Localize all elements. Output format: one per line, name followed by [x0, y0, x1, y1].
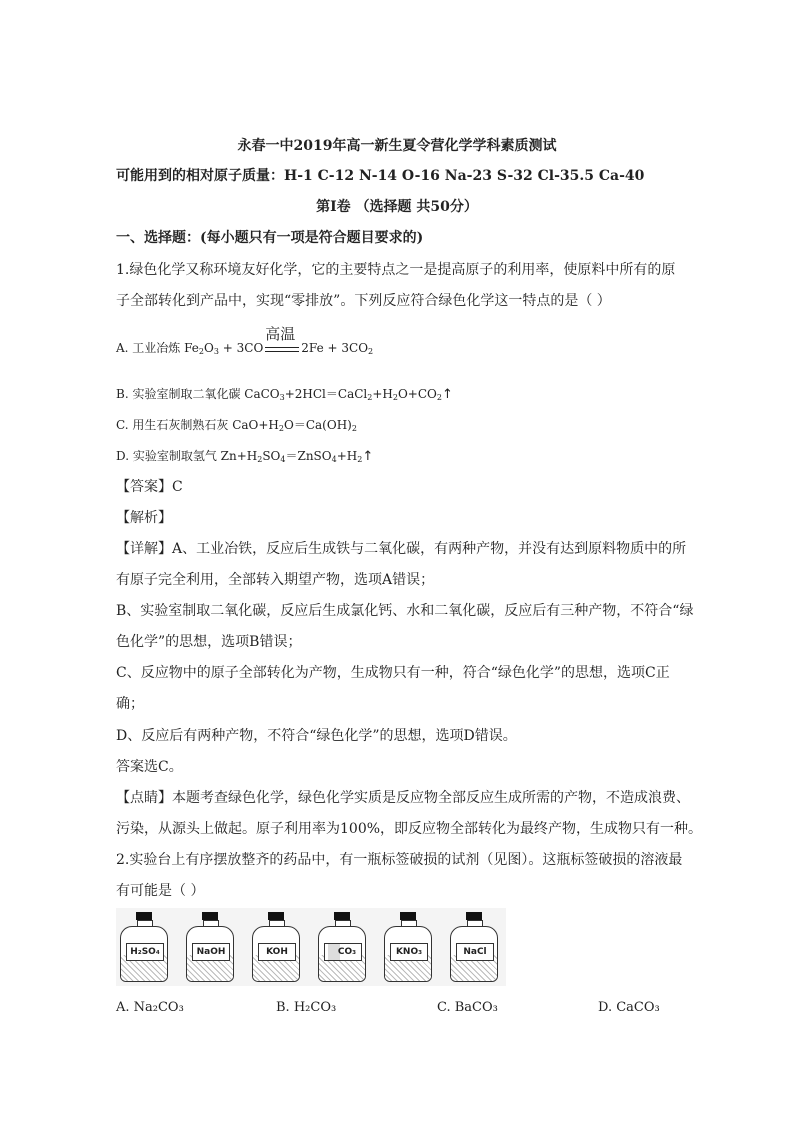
- reaction-condition: [263, 325, 301, 358]
- q2-stem-line1: 2.实验台上有序摆放整齐的药品中，有一瓶标签破损的试剂（见图）。这瓶标签破损的溶液最: [116, 852, 683, 868]
- section-title: 第Ⅰ卷 （选择题 共50分）: [316, 199, 478, 215]
- q2-option-b: B. H₂CO₃: [276, 1000, 337, 1015]
- q1-option-d-label: D. 实验室制取氢气: [116, 449, 221, 463]
- atomic-masses: 可能用到的相对原子质量：H-1 C-12 N-14 O-16 Na-23 S-32 Cl-35.5 Ca-40: [116, 168, 645, 184]
- q1-option-b: B. 实验室制取二氧化碳 $CaCO_3+2HCl=CaCl_2+H_2O+CO_2↑$: [116, 387, 453, 402]
- q1-tip-line2: 污染，从源头上做起。原子利用率为100%，即反应物全部转化为最终产物，生成物只有一种。: [116, 821, 703, 837]
- q1-detail-a2: 有原子完全利用，全部转入期望产物，选项A错误；: [116, 572, 435, 588]
- q1-option-b-label: B. 实验室制取二氧化碳: [116, 387, 245, 401]
- q1-option-c-label: C. 用生石灰制熟石灰: [116, 418, 233, 432]
- bottle-icon: [448, 912, 500, 984]
- q2-option-a: A. Na₂CO₃: [116, 1000, 184, 1015]
- q1-option-c: C. 用生石灰制熟石灰 $CaO+H_2O=Ca(OH)_2$: [116, 418, 357, 433]
- q1-answer: 【答案】C: [116, 479, 183, 495]
- q2-stem-line2: 有可能是（ ）: [116, 883, 205, 899]
- q2-option-c: C. BaCO₃: [437, 1000, 498, 1015]
- torn-bottle-label: CO₃: [324, 943, 362, 961]
- bottle-label: NaOH: [192, 943, 230, 961]
- part-heading: 一、选择题：(每小题只有一项是符合题目要求的): [116, 230, 424, 246]
- q1-detail-c2: 确；: [116, 696, 144, 712]
- q1-option-a: A. 工业冶炼 $Fe_2O_3 + 3CO$ 高温 $2Fe + 3CO_2$: [116, 325, 374, 356]
- bottle-icon: [250, 912, 302, 984]
- q1-detail-b1: B、实验室制取二氧化碳，反应后生成氯化钙、水和二氧化碳，反应后有三种产物，不符合“绿: [116, 603, 694, 619]
- exam-title: 永春一中2019年高一新生夏令营化学学科素质测试: [237, 138, 557, 154]
- bottle-icon: [382, 912, 434, 984]
- bottle-icon: [118, 912, 170, 984]
- q2-option-d: D. CaCO₃: [598, 1000, 660, 1015]
- q1-detail-c1: C、反应物中的原子全部转化为产物，生成物只有一种，符合“绿色化学”的思想，选项C正: [116, 665, 670, 681]
- q1-option-a-label: A. 工业冶炼: [116, 341, 185, 355]
- bottle-label: NaCl: [456, 943, 494, 961]
- bottle-icon: [184, 912, 236, 984]
- q1-detail-a1: 【详解】A、工业冶铁，反应后生成铁与二氧化碳，有两种产物，并没有达到原料物质中的所: [116, 541, 687, 557]
- q1-detail-b2: 色化学”的思想，选项B错误；: [116, 634, 302, 650]
- up-arrow-icon: ↑: [441, 387, 453, 402]
- q1-tip-line1: 【点睛】本题考查绿色化学，绿色化学实质是反应物全部反应生成所需的产物，不造成浪费、: [116, 790, 690, 806]
- up-arrow-icon: ↑: [362, 449, 374, 464]
- q1-detail-d: D、反应后有两种产物，不符合“绿色化学”的思想，选项D错误。: [116, 728, 517, 744]
- q1-conclusion: 答案选C。: [116, 759, 183, 775]
- reagent-bottles-figure: [116, 908, 506, 986]
- bottle-label: KOH: [258, 943, 296, 961]
- q1-stem-line2: 子全部转化到产品中，实现“零排放”。下列反应符合绿色化学这一特点的是（ ）: [116, 293, 611, 309]
- q1-stem-line1: 1.绿色化学又称环境友好化学，它的主要特点之一是提高原子的利用率，使原料中所有的原: [116, 262, 676, 278]
- equals-sign-icon: [265, 347, 299, 352]
- bottle-label: H₂SO₄: [126, 943, 164, 961]
- condition-text: 高温: [265, 325, 296, 343]
- q1-option-d: D. 实验室制取氢气 $Zn+H_2SO_4=ZnSO_4+H_2↑$: [116, 449, 374, 464]
- bottle-label: KNO₃: [390, 943, 428, 961]
- bottle-icon: [316, 912, 368, 984]
- q1-analysis-heading: 【解析】: [116, 510, 172, 526]
